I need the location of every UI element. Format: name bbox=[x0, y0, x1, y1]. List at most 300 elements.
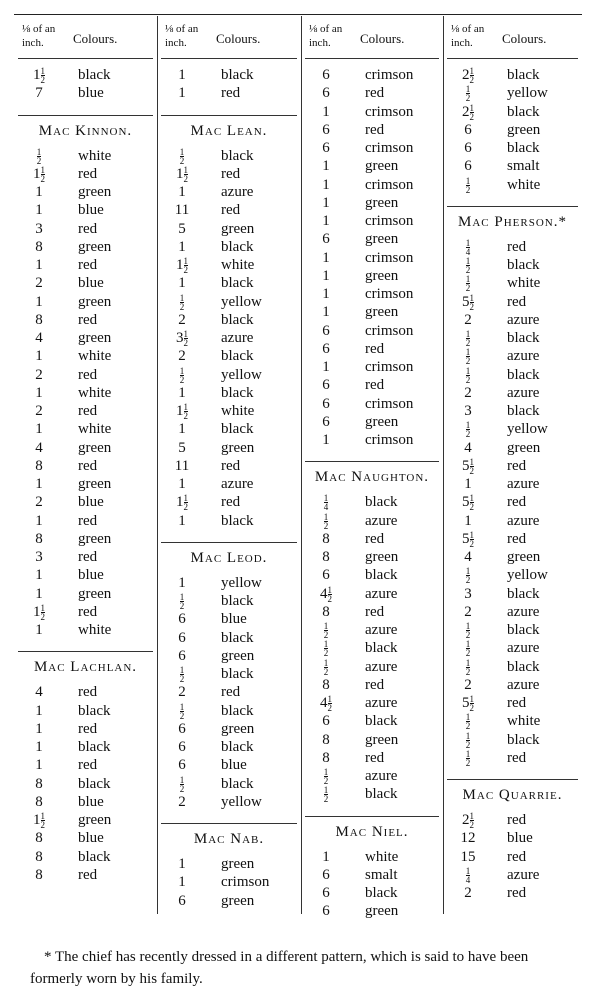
fraction-glyph: $\frac{1}{2}$ bbox=[469, 694, 474, 714]
stripe-colour: red bbox=[507, 238, 527, 255]
stripe-width: 2 bbox=[35, 494, 43, 511]
stripe-colour: black bbox=[78, 775, 111, 792]
stripe-row bbox=[305, 848, 439, 866]
stripe-colour: green bbox=[221, 720, 255, 737]
stripe-width: 6 bbox=[322, 322, 330, 339]
stripe-colour: crimson bbox=[365, 103, 414, 120]
stripe-width: 1 bbox=[322, 176, 330, 193]
stripe-row bbox=[447, 658, 578, 676]
stripe-row bbox=[161, 892, 297, 910]
fraction-glyph: $\frac{1}{2}$ bbox=[36, 146, 42, 166]
fraction-glyph: $\frac{1}{4}$ bbox=[323, 493, 329, 513]
stripe-colour: green bbox=[365, 304, 399, 321]
stripe-width: 5 bbox=[178, 220, 186, 237]
stripe-width: 2 bbox=[464, 603, 472, 620]
stripe-colour: red bbox=[365, 676, 385, 693]
stripe-colour: red bbox=[365, 749, 385, 766]
stripe-colour: red bbox=[507, 293, 527, 310]
stripe-width bbox=[447, 274, 489, 292]
stripe-colour: azure bbox=[365, 622, 398, 638]
stripe-row bbox=[305, 249, 439, 267]
stripe-colour: yellow bbox=[221, 293, 262, 310]
stripe-colour: azure bbox=[507, 676, 540, 693]
stripe-width: 2 bbox=[178, 348, 186, 365]
stripe-row bbox=[18, 147, 153, 165]
stripe-colour: green bbox=[78, 585, 112, 602]
fraction-glyph: $\frac{1}{2}$ bbox=[465, 256, 471, 276]
stripe-width: 1 bbox=[178, 275, 186, 292]
stripe-colour: black bbox=[221, 629, 254, 646]
fraction-glyph: $\frac{1}{2}$ bbox=[179, 701, 185, 721]
stripe-row bbox=[161, 683, 297, 701]
fraction-glyph: $\frac{1}{2}$ bbox=[465, 748, 471, 768]
stripe-colour: crimson bbox=[365, 176, 414, 193]
stripe-row bbox=[447, 829, 578, 847]
stripe-row bbox=[305, 621, 439, 639]
stripe-row bbox=[447, 121, 578, 139]
stripe-width: 6 bbox=[322, 85, 330, 102]
stripe-colour: green bbox=[221, 892, 255, 909]
stripe-row bbox=[18, 274, 153, 292]
stripe-row bbox=[18, 329, 153, 347]
header-rule bbox=[305, 58, 439, 59]
fraction-glyph: $\frac{1}{2}$ bbox=[40, 66, 45, 86]
stripe-row bbox=[447, 621, 578, 639]
stripe-row bbox=[447, 157, 578, 175]
fraction-glyph: $\frac{1}{2}$ bbox=[179, 365, 185, 385]
stripe-width: 1 bbox=[35, 702, 43, 719]
section-rule bbox=[161, 542, 297, 543]
fraction-glyph: $\frac{1}{2}$ bbox=[465, 621, 471, 641]
stripe-row bbox=[305, 84, 439, 102]
stripe-width: 2 bbox=[35, 275, 43, 292]
fraction-glyph: $\frac{1}{2}$ bbox=[323, 785, 329, 805]
stripe-width: 1 bbox=[35, 720, 43, 737]
stripe-width: 1 bbox=[35, 202, 43, 219]
stripe-row bbox=[305, 340, 439, 358]
stripe-colour: black bbox=[221, 593, 254, 609]
stripe-width: 12 bbox=[460, 830, 476, 847]
stripe-width: 1 bbox=[178, 476, 186, 492]
stripe-row bbox=[447, 566, 578, 584]
stripe-width: 8 bbox=[35, 457, 43, 474]
stripe-colour: white bbox=[507, 713, 541, 730]
stripe-row bbox=[447, 66, 578, 84]
stripe-width: 6 bbox=[178, 757, 186, 774]
stripe-row bbox=[447, 103, 578, 121]
stripe-width: 1 bbox=[322, 213, 330, 229]
header-rule bbox=[161, 58, 297, 59]
stripe-width: 1 bbox=[35, 184, 43, 200]
stripe-width: 4 $\frac{1}{2}$ bbox=[320, 584, 332, 604]
stripe-row bbox=[305, 139, 439, 157]
stripe-row bbox=[18, 439, 153, 457]
section-rule bbox=[305, 461, 439, 462]
stripe-colour: green bbox=[507, 439, 541, 456]
stripe-colour: green bbox=[78, 293, 112, 310]
stripe-width: 1 bbox=[178, 67, 186, 83]
stripe-colour: red bbox=[221, 85, 241, 102]
stripe-colour: white bbox=[78, 348, 112, 365]
stripe-colour: black bbox=[221, 775, 254, 792]
stripe-colour: blue bbox=[221, 611, 247, 628]
stripe-width: 4 bbox=[35, 684, 43, 701]
stripe-colour: red bbox=[78, 684, 98, 701]
stripe-colour: green bbox=[365, 549, 399, 565]
stripe-row bbox=[305, 194, 439, 212]
stripe-colour: green bbox=[365, 194, 399, 211]
stripe-width: 3 bbox=[35, 220, 43, 237]
fraction-glyph: $\frac{1}{2}$ bbox=[465, 347, 471, 367]
stripe-colour: red bbox=[507, 457, 527, 474]
stripe-colour: azure bbox=[507, 311, 540, 328]
stripe-colour: red bbox=[221, 494, 241, 511]
stripe-width bbox=[447, 639, 489, 657]
fraction-glyph: $\frac{1}{2}$ bbox=[183, 164, 188, 184]
stripe-width: 3 $\frac{1}{2}$ bbox=[176, 329, 188, 349]
stripe-colour: black bbox=[507, 366, 540, 383]
stripe-row bbox=[447, 866, 578, 884]
stripe-width: 6 bbox=[178, 647, 186, 664]
stripe-row bbox=[305, 493, 439, 511]
stripe-width: 6 bbox=[322, 567, 330, 584]
stripe-colour: red bbox=[365, 603, 385, 620]
section-rule bbox=[447, 779, 578, 780]
fraction-glyph: $\frac{1}{2}$ bbox=[469, 66, 474, 86]
stripe-row bbox=[161, 311, 297, 329]
stripe-width: 1 bbox=[322, 194, 330, 211]
stripe-width: 8 bbox=[35, 311, 43, 328]
stripe-colour: black bbox=[221, 67, 254, 83]
stripe-colour: yellow bbox=[507, 85, 548, 102]
stripe-row bbox=[447, 84, 578, 102]
table-column bbox=[18, 14, 153, 915]
stripe-width: 2 bbox=[178, 311, 186, 328]
stripe-row bbox=[18, 347, 153, 365]
stripe-colour: red bbox=[365, 377, 385, 394]
stripe-row bbox=[161, 873, 297, 891]
stripe-row bbox=[305, 322, 439, 340]
column-divider bbox=[157, 16, 158, 914]
stripe-row bbox=[447, 639, 578, 657]
fraction-glyph: $\frac{1}{2}$ bbox=[183, 493, 188, 513]
fraction-glyph: $\frac{1}{2}$ bbox=[183, 402, 188, 422]
stripe-colour: black bbox=[507, 658, 540, 675]
stripe-width bbox=[447, 621, 489, 639]
fraction-glyph: $\frac{1}{2}$ bbox=[469, 529, 474, 549]
stripe-width: 2 bbox=[178, 793, 186, 810]
stripe-row bbox=[161, 475, 297, 493]
stripe-width: 8 bbox=[35, 830, 43, 847]
stripe-width: 3 bbox=[464, 585, 472, 602]
stripe-colour: black bbox=[78, 67, 111, 83]
stripe-colour: green bbox=[78, 184, 112, 200]
fraction-glyph: $\frac{1}{2}$ bbox=[465, 274, 471, 294]
stripe-row bbox=[447, 293, 578, 311]
stripe-width: 6 bbox=[464, 121, 472, 138]
stripe-width: 2 bbox=[464, 311, 472, 328]
stripe-colour: green bbox=[221, 856, 255, 872]
stripe-row bbox=[305, 694, 439, 712]
stripe-colour: black bbox=[507, 257, 540, 273]
stripe-width: 5 $\frac{1}{2}$ bbox=[462, 292, 474, 312]
stripe-row bbox=[18, 829, 153, 847]
stripe-width: 5 $\frac{1}{2}$ bbox=[462, 493, 474, 513]
fraction-glyph: $\frac{1}{2}$ bbox=[40, 164, 45, 184]
stripe-row bbox=[161, 493, 297, 511]
stripe-colour: black bbox=[365, 494, 398, 511]
stripe-row bbox=[447, 749, 578, 767]
stripe-row bbox=[447, 712, 578, 730]
stripe-colour: green bbox=[221, 439, 255, 456]
stripe-colour: red bbox=[78, 220, 98, 237]
stripe-row bbox=[447, 585, 578, 603]
stripe-colour: black bbox=[78, 702, 111, 719]
section-rule bbox=[305, 816, 439, 817]
stripe-width: 1 bbox=[178, 574, 186, 591]
fraction-glyph: $\frac{1}{2}$ bbox=[465, 657, 471, 677]
stripe-colour: red bbox=[507, 749, 527, 766]
stripe-row bbox=[161, 793, 297, 811]
stripe-width bbox=[447, 256, 489, 274]
section-rule bbox=[18, 651, 153, 652]
stripe-width: 3 bbox=[464, 403, 472, 419]
stripe-colour: green bbox=[507, 121, 541, 138]
stripe-colour: green bbox=[78, 812, 112, 828]
stripe-colour: crimson bbox=[365, 67, 414, 83]
stripe-row bbox=[18, 683, 153, 701]
fraction-glyph: $\frac{1}{2}$ bbox=[40, 602, 45, 622]
stripe-width: 1 bbox=[35, 585, 43, 602]
stripe-width: 1 bbox=[464, 476, 472, 492]
stripe-row bbox=[161, 220, 297, 238]
stripe-row bbox=[447, 439, 578, 457]
stripe-width: 1 bbox=[178, 238, 186, 255]
stripe-width: 5 $\frac{1}{2}$ bbox=[462, 529, 474, 549]
stripe-row bbox=[161, 592, 297, 610]
stripe-row bbox=[18, 293, 153, 311]
clan-name: Mac Naughton. bbox=[314, 469, 430, 486]
stripe-colour: red bbox=[365, 85, 385, 102]
stripe-width: 6 bbox=[178, 629, 186, 646]
stripe-row bbox=[161, 702, 297, 720]
stripe-row bbox=[305, 639, 439, 657]
stripe-width: 2 bbox=[464, 384, 472, 401]
stripe-colour: white bbox=[78, 147, 112, 164]
stripe-width: 6 bbox=[464, 158, 472, 175]
stripe-row bbox=[305, 212, 439, 230]
stripe-width: 1 bbox=[322, 432, 330, 448]
stripe-row bbox=[161, 402, 297, 420]
stripe-colour: azure bbox=[365, 512, 398, 529]
stripe-row bbox=[161, 738, 297, 756]
stripe-width: 6 bbox=[464, 140, 472, 156]
stripe-row bbox=[305, 285, 439, 303]
stripe-colour: black bbox=[78, 739, 111, 755]
fraction-glyph: $\frac{1}{2}$ bbox=[179, 665, 185, 685]
section-rule bbox=[161, 115, 297, 116]
stripe-row bbox=[305, 431, 439, 449]
stripe-row bbox=[447, 402, 578, 420]
stripe-row bbox=[305, 376, 439, 394]
stripe-row bbox=[305, 176, 439, 194]
stripe-colour: azure bbox=[221, 476, 254, 492]
stripe-width: 8 bbox=[322, 749, 330, 766]
stripe-colour: black bbox=[507, 622, 540, 638]
stripe-width: 1 bbox=[35, 567, 43, 584]
stripe-width: 1 bbox=[35, 384, 43, 401]
stripe-row bbox=[161, 329, 297, 347]
table-column bbox=[161, 14, 297, 915]
stripe-row bbox=[447, 366, 578, 384]
stripe-width bbox=[447, 366, 489, 384]
stripe-colour: red bbox=[78, 720, 98, 737]
stripe-width: 2 $\frac{1}{2}$ bbox=[462, 811, 474, 831]
stripe-colour: smalt bbox=[365, 866, 398, 883]
stripe-width: 5 $\frac{1}{2}$ bbox=[462, 694, 474, 714]
stripe-colour: black bbox=[221, 421, 254, 438]
stripe-row bbox=[447, 238, 578, 256]
stripe-row bbox=[447, 676, 578, 694]
stripe-width: 1 bbox=[35, 622, 43, 638]
stripe-row bbox=[18, 603, 153, 621]
stripe-row bbox=[161, 347, 297, 365]
fraction-glyph: $\frac{1}{2}$ bbox=[179, 592, 185, 612]
stripe-colour: green bbox=[365, 267, 399, 284]
stripe-row bbox=[161, 84, 297, 102]
stripe-colour: red bbox=[78, 311, 98, 328]
stripe-row bbox=[161, 147, 297, 165]
stripe-colour: black bbox=[221, 512, 254, 529]
stripe-width: 5 bbox=[178, 439, 186, 456]
stripe-width: 6 bbox=[322, 395, 330, 412]
fraction-glyph: $\frac{1}{2}$ bbox=[465, 730, 471, 750]
fraction-glyph: $\frac{1}{2}$ bbox=[469, 102, 474, 122]
stripe-colour: green bbox=[78, 476, 112, 492]
fraction-glyph: $\frac{1}{2}$ bbox=[323, 767, 329, 787]
stripe-width bbox=[447, 238, 489, 256]
stripe-colour: azure bbox=[507, 603, 540, 620]
stripe-colour: black bbox=[221, 238, 254, 255]
clan-name: Mac Lachlan. bbox=[33, 659, 138, 676]
stripe-width: 1 bbox=[178, 421, 186, 438]
table-column bbox=[447, 14, 578, 915]
stripe-width: 8 bbox=[322, 676, 330, 693]
stripe-row bbox=[305, 566, 439, 584]
stripe-width: 1 bbox=[322, 158, 330, 175]
fraction-glyph: $\frac{1}{2}$ bbox=[323, 621, 329, 641]
stripe-row bbox=[161, 665, 297, 683]
stripe-colour: crimson bbox=[365, 140, 414, 156]
stripe-row bbox=[305, 749, 439, 767]
stripe-colour: yellow bbox=[221, 574, 262, 591]
stripe-row bbox=[18, 256, 153, 274]
stripe-row bbox=[18, 720, 153, 738]
stripe-width: 1 bbox=[322, 304, 330, 321]
stripe-width: 8 bbox=[322, 603, 330, 620]
stripe-colour: red bbox=[221, 457, 241, 474]
stripe-row bbox=[161, 165, 297, 183]
stripe-row bbox=[18, 475, 153, 493]
stripe-width: 6 bbox=[322, 866, 330, 883]
stripe-colour: red bbox=[507, 812, 527, 828]
stripe-width: 1 bbox=[322, 249, 330, 266]
stripe-width: 4 bbox=[464, 549, 472, 565]
fraction-glyph: $\frac{1}{2}$ bbox=[469, 292, 474, 312]
stripe-width bbox=[305, 767, 347, 785]
stripe-row bbox=[161, 629, 297, 647]
stripe-row bbox=[447, 139, 578, 157]
stripe-row bbox=[305, 66, 439, 84]
stripe-colour: black bbox=[221, 702, 254, 719]
stripe-row bbox=[305, 785, 439, 803]
stripe-colour: red bbox=[78, 366, 98, 383]
stripe-colour: green bbox=[365, 231, 399, 248]
stripe-row bbox=[161, 420, 297, 438]
stripe-row bbox=[161, 384, 297, 402]
stripe-colour: white bbox=[507, 176, 541, 193]
stripe-width: 6 bbox=[178, 739, 186, 755]
stripe-row bbox=[18, 530, 153, 548]
stripe-colour: red bbox=[78, 866, 98, 883]
stripe-width: 1 $\frac{1}{2}$ bbox=[33, 164, 45, 184]
stripe-width bbox=[161, 775, 203, 793]
stripe-row bbox=[18, 811, 153, 829]
stripe-width: 6 bbox=[322, 67, 330, 83]
clan-name: Mac Pherson.* bbox=[458, 213, 567, 230]
stripe-colour: azure bbox=[365, 768, 398, 784]
stripe-width bbox=[447, 712, 489, 730]
stripe-colour: green bbox=[221, 220, 255, 237]
stripe-width: 1 bbox=[35, 257, 43, 273]
fraction-glyph: $\frac{1}{2}$ bbox=[465, 566, 471, 586]
stripe-width: 1 bbox=[35, 348, 43, 365]
stripe-colour: black bbox=[221, 739, 254, 755]
stripe-width: 2 $\frac{1}{2}$ bbox=[462, 102, 474, 122]
stripe-colour: white bbox=[221, 257, 255, 273]
stripe-colour: crimson bbox=[365, 359, 414, 375]
stripe-colour: blue bbox=[78, 494, 104, 511]
fraction-glyph: $\frac{1}{2}$ bbox=[323, 511, 329, 531]
stripe-width: 1 bbox=[322, 103, 330, 120]
stripe-colour: black bbox=[507, 103, 540, 120]
stripe-colour: red bbox=[78, 165, 98, 182]
fraction-glyph: $\frac{1}{2}$ bbox=[465, 329, 471, 349]
stripe-colour: black bbox=[221, 311, 254, 328]
stripe-width bbox=[161, 293, 203, 311]
stripe-width: 8 bbox=[322, 731, 330, 748]
stripe-colour: white bbox=[78, 384, 112, 401]
stripe-width: 1 $\frac{1}{2}$ bbox=[33, 66, 45, 86]
stripe-row bbox=[161, 574, 297, 592]
stripe-colour: black bbox=[221, 147, 254, 164]
fraction-glyph: $\frac{1}{2}$ bbox=[469, 456, 474, 476]
stripe-width: 1 bbox=[35, 739, 43, 755]
stripe-row bbox=[305, 530, 439, 548]
stripe-row bbox=[18, 493, 153, 511]
stripe-colour: green bbox=[78, 330, 112, 346]
stripe-colour: blue bbox=[507, 830, 533, 847]
clan-name: Mac Lean. bbox=[190, 122, 268, 139]
stripe-row bbox=[18, 585, 153, 603]
stripe-width: 8 bbox=[35, 530, 43, 547]
stripe-row bbox=[161, 647, 297, 665]
stripe-row bbox=[305, 512, 439, 530]
fraction-glyph: $\frac{1}{2}$ bbox=[465, 365, 471, 385]
stripe-width bbox=[305, 639, 347, 657]
stripe-row bbox=[18, 366, 153, 384]
fraction-glyph: $\frac{1}{2}$ bbox=[179, 292, 185, 312]
